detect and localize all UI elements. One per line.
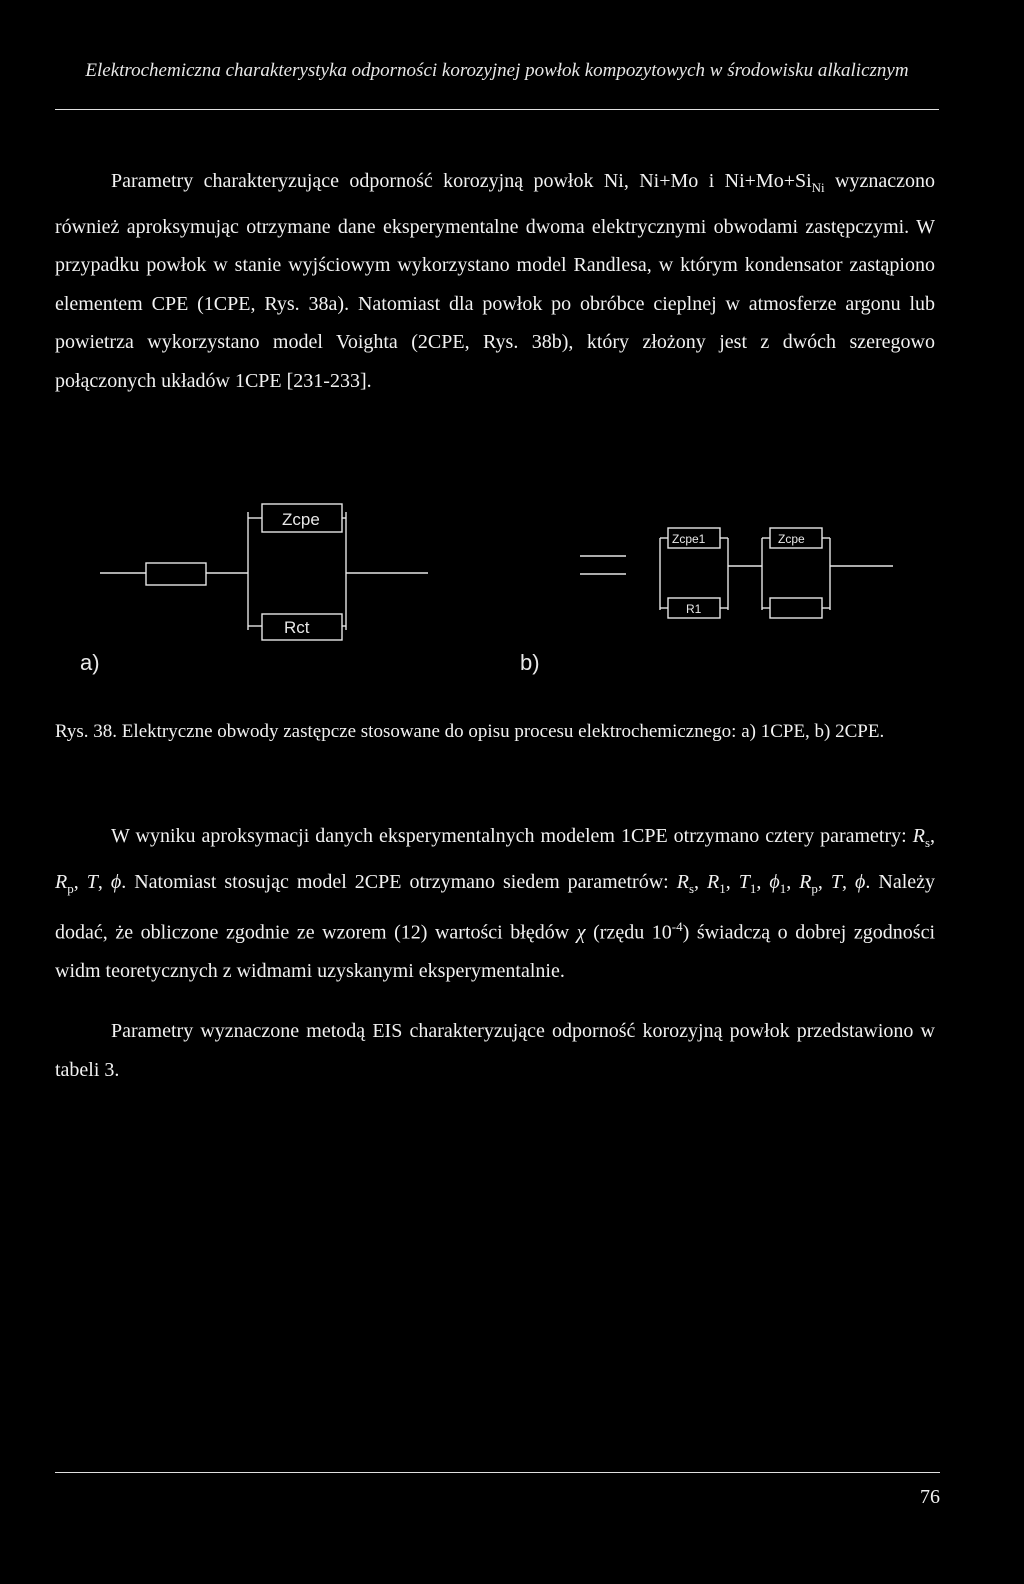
symbol-r: R (799, 870, 812, 893)
resistor-rs-a (146, 563, 206, 585)
subscript: p (811, 880, 818, 896)
label-zcpe-a: Zcpe (282, 510, 320, 529)
paragraph-1-text: Parametry charakteryzujące odporność korozyjną powłok Ni, Ni+Mo i Ni+Mo+Si (111, 170, 812, 192)
p2-text: , (73, 870, 87, 893)
label-zcpe1-b: Zcpe1 (672, 532, 706, 546)
symbol-chi: χ (576, 921, 586, 944)
p2-text: W wyniku aproksymacji danych eksperymentalnych modelem 1CPE otrzymano cztery parametry: (111, 825, 913, 847)
p2-text: , (842, 870, 856, 893)
superscript: -4 (671, 919, 683, 934)
p2-text: (rzędu 10 (585, 921, 672, 944)
p2-text: . Natomiast stosując model 2CPE otrzymano siedem parametrów: (121, 870, 677, 893)
p2-text: , (817, 870, 831, 893)
circuit-figure (0, 490, 1024, 690)
paragraph-2 (55, 817, 935, 991)
p2-text: ) świadczą o dobrej zgodności widm teoretycznych z widmami uzyskanymi eksperymentalnie. (55, 921, 935, 983)
symbol-t: T (830, 870, 843, 893)
paragraph-3 (55, 1012, 935, 1089)
footer-rule (55, 1472, 940, 1473)
paragraph-1 (55, 162, 935, 400)
subscript: s (688, 880, 694, 896)
symbol-r: R (676, 870, 689, 893)
figure-caption: Rys. 38. Elektryczne obwody zastępcze stosowane do opisu procesu elektrochemicznego: a) 1CPE, b) 2CPE. (55, 721, 885, 742)
paragraph-3-text: Parametry wyznaczone metodą EIS charakteryzujące odporność korozyjną powłok przedstawiono w tabeli 3. (55, 1020, 935, 1081)
paragraph-1-rest: wyznaczono również aproksymując otrzymane dane eksperymentalne dwoma elektrycznymi obwodami zastępczymi. W przypadku powłok w stanie wyjściowym wykorzystano model Randlesa, w którym kondensator zastąpiono elementem CPE (1CPE, Rys. 38a). Natomiast dla powłok po obróbce cieplnej w atmosferze argonu lub powietrza wykorzystano model Voighta (2CPE, Rys. 38b), który złożony jest z dwóch szeregowo połączonych układów 1CPE [231-233]. (55, 170, 935, 392)
p2-text: , (694, 870, 707, 893)
subscript: s (924, 835, 930, 850)
label-zcpe2-b: Zcpe (778, 532, 805, 546)
running-header: Elektrochemiczna charakterystyka odporności korozyjnej powłok kompozytowych w środowisku alkalicznym (85, 60, 909, 81)
label-r1-b: R1 (686, 602, 702, 616)
p2-text: , (97, 870, 111, 893)
subscript-ni: Ni (811, 180, 825, 195)
symbol-phi: ϕ (855, 870, 866, 893)
panel-a-label: a) (80, 650, 100, 675)
header-rule (55, 109, 939, 110)
p2-text: , (756, 870, 770, 893)
symbol-r: R (912, 825, 925, 847)
symbol-t: T (86, 870, 98, 893)
symbol-phi: ϕ (110, 870, 122, 893)
symbol-r: R (55, 870, 68, 893)
label-rct-a: Rct (284, 618, 310, 637)
symbol-t: T (738, 870, 750, 893)
symbol-phi: ϕ (769, 870, 780, 893)
panel-b-label: b) (520, 650, 540, 675)
symbol-r: R (707, 870, 720, 893)
p2-text: , (930, 825, 935, 847)
p2-text: , (786, 870, 800, 893)
subscript: 1 (749, 880, 757, 896)
p2-text: , (725, 870, 739, 893)
page-number: 76 (920, 1486, 940, 1508)
subscript: 1 (719, 880, 726, 896)
p2-text: . Należy dodać, że obliczone zgodnie ze wzorem (12) wartości błędów (55, 870, 936, 944)
subscript: p (67, 880, 74, 896)
rp-box-b (770, 598, 822, 618)
subscript: 1 (779, 880, 787, 896)
